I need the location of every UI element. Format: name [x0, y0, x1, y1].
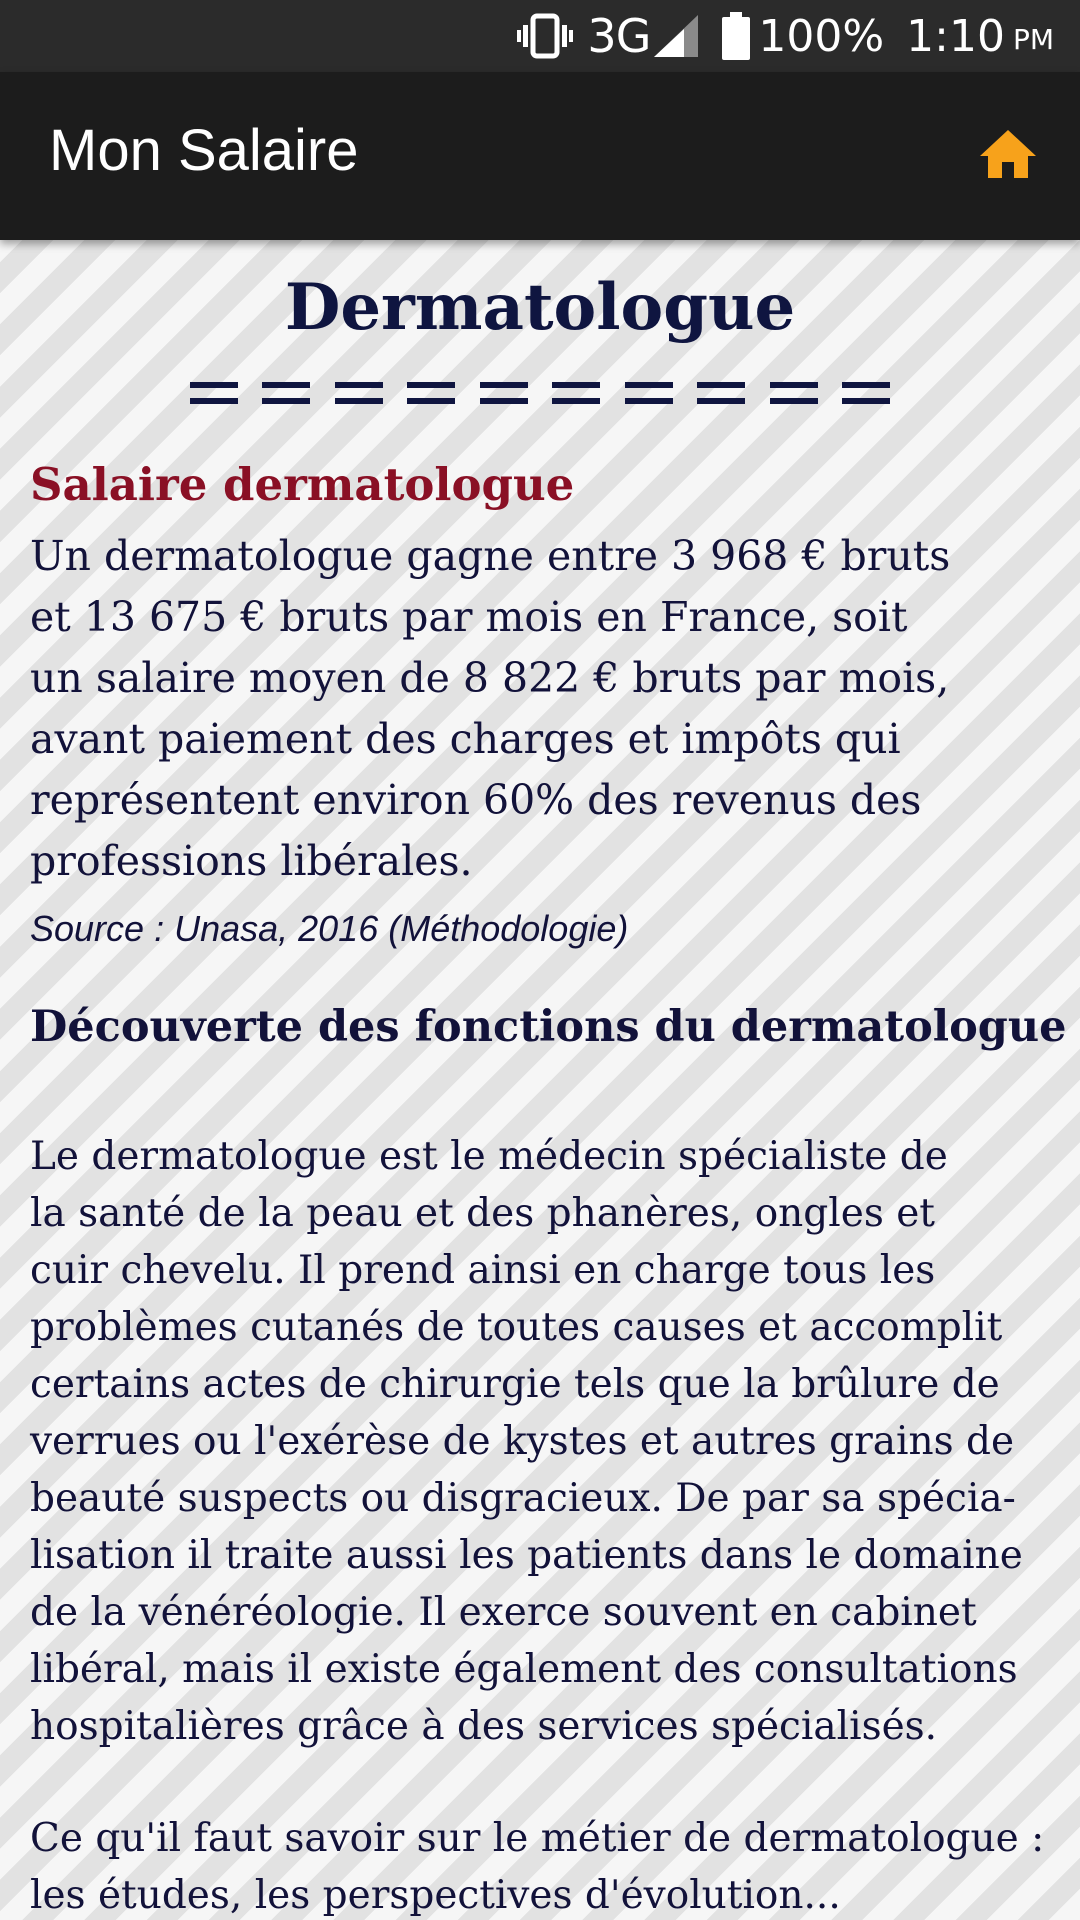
underline-dash — [842, 382, 890, 404]
battery-percent: 100% — [758, 10, 885, 62]
underline-dash — [770, 382, 818, 404]
underline-dash — [407, 382, 455, 404]
source-link[interactable]: Source : Unasa, 2016 (Méthodologie) — [30, 908, 629, 949]
signal-icon — [654, 15, 698, 57]
more-paragraph: Ce qu'il faut savoir sur le métier de dermatologue : les études, les perspectives d'évolution... — [30, 1816, 1045, 1918]
article-content[interactable] — [0, 240, 1080, 1920]
underline-dash — [625, 382, 673, 404]
network-type: 3G — [587, 9, 651, 63]
functions-paragraph: Le dermatologue est le médecin spécialiste de la santé de la peau et des phanères, ongles et cuir chevelu. Il prend ainsi en charge tous les problèmes cutanés de toutes causes et accomplit certains actes de chirurgie tels que la brûlure de verrues ou l'exérèse de kystes et autres grains de beauté suspects ou disgracieux. De par sa spécia- lisation il traite aussi les patients dans le domaine de la vénéréologie. Il exerce souvent en cabinet libéral, mais il existe également des consultations hospitalières grâce à des services spécialisés. — [30, 1134, 1023, 1749]
underline-dash — [697, 382, 745, 404]
home-icon — [978, 128, 1038, 180]
vibrate-icon — [517, 13, 573, 59]
underline-dash — [480, 382, 528, 404]
title-underline — [190, 382, 890, 404]
status-bar — [0, 0, 1080, 72]
underline-dash — [335, 382, 383, 404]
functions-heading: Découverte des fonctions du dermatologue — [30, 1002, 1067, 1052]
salary-paragraph: Un dermatologue gagne entre 3 968 € bruts et 13 675 € bruts par mois en France, soit un salaire moyen de 8 822 € bruts par mois, avant paiement des charges et impôts qui représentent environ 60% des revenus des professions libérales. — [30, 532, 951, 885]
clock-ampm: PM — [1012, 23, 1054, 56]
salary-heading: Salaire dermatologue — [30, 458, 575, 511]
underline-dash — [262, 382, 310, 404]
app-bar — [0, 72, 1080, 240]
home-button[interactable] — [976, 124, 1040, 184]
app-title: Mon Salaire — [49, 118, 359, 183]
clock-time: 1:10 — [906, 10, 1005, 62]
underline-dash — [190, 382, 238, 404]
underline-dash — [552, 382, 600, 404]
page-title: Dermatologue — [284, 270, 796, 345]
battery-icon — [722, 12, 750, 60]
